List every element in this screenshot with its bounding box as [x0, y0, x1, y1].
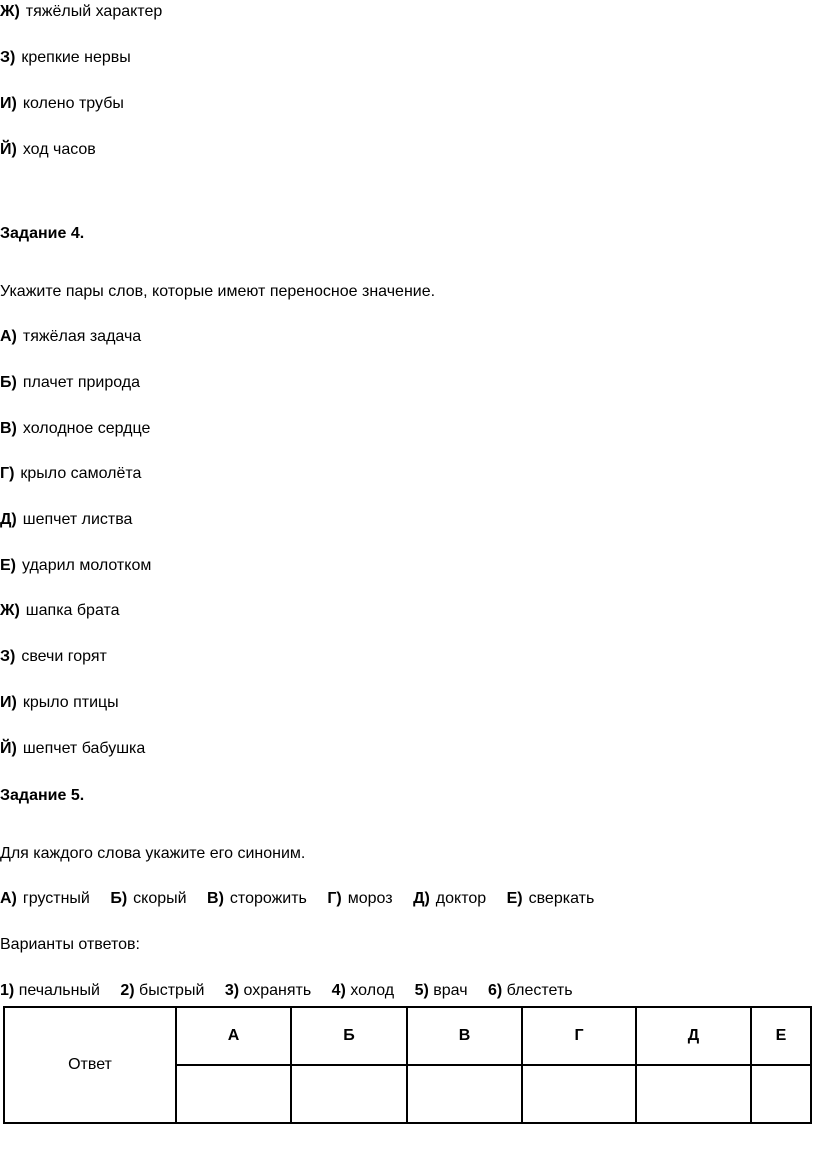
list-item: Б) плачет природа: [0, 374, 141, 391]
list-item: Й) шепчет бабушка: [0, 740, 146, 757]
answer-header-g: Г: [522, 1007, 636, 1065]
answer-header-e: Е: [751, 1007, 811, 1065]
list-item: Ж) тяжёлый характер: [0, 3, 163, 20]
answer-header-d: Д: [636, 1007, 751, 1065]
task5-words: А) грустный Б) скорый В) сторожить Г) мороз Д) доктор Е) сверкать: [0, 890, 595, 907]
list-item: И) колено трубы: [0, 95, 124, 112]
list-item: В) холодное сердце: [0, 420, 151, 437]
list-item: З) свечи горят: [0, 648, 107, 665]
list-item: Ж) шапка брата: [0, 602, 120, 619]
answer-header-v: В: [407, 1007, 522, 1065]
answer-header-b: Б: [291, 1007, 407, 1065]
list-item: Й) ход часов: [0, 141, 96, 158]
task5-options: 1) печальный 2) быстрый 3) охранять 4) холод 5) врач 6) блестеть: [0, 982, 573, 999]
answer-cell-v[interactable]: [407, 1065, 522, 1123]
task5-title: Задание 5.: [0, 787, 85, 804]
answer-cell-b[interactable]: [291, 1065, 407, 1123]
answer-cell-e[interactable]: [751, 1065, 811, 1123]
task4-instruction: Укажите пары слов, которые имеют переносное значение.: [0, 283, 436, 300]
task4-title: Задание 4.: [0, 225, 85, 242]
list-item: З) крепкие нервы: [0, 49, 131, 66]
list-item: Г) крыло самолёта: [0, 465, 142, 482]
answer-header-a: А: [176, 1007, 291, 1065]
answer-cell-d[interactable]: [636, 1065, 751, 1123]
list-item: Д) шепчет листва: [0, 511, 133, 528]
answer-cell-g[interactable]: [522, 1065, 636, 1123]
list-item: А) тяжёлая задача: [0, 328, 142, 345]
variants-label: Варианты ответов:: [0, 936, 140, 953]
list-item: Е) ударил молотком: [0, 557, 152, 574]
task5-instruction: Для каждого слова укажите его синоним.: [0, 845, 306, 862]
answer-cell-a[interactable]: [176, 1065, 291, 1123]
answer-table: [3, 1006, 812, 1124]
list-item: И) крыло птицы: [0, 694, 119, 711]
answer-row-label: Ответ: [4, 1007, 176, 1123]
